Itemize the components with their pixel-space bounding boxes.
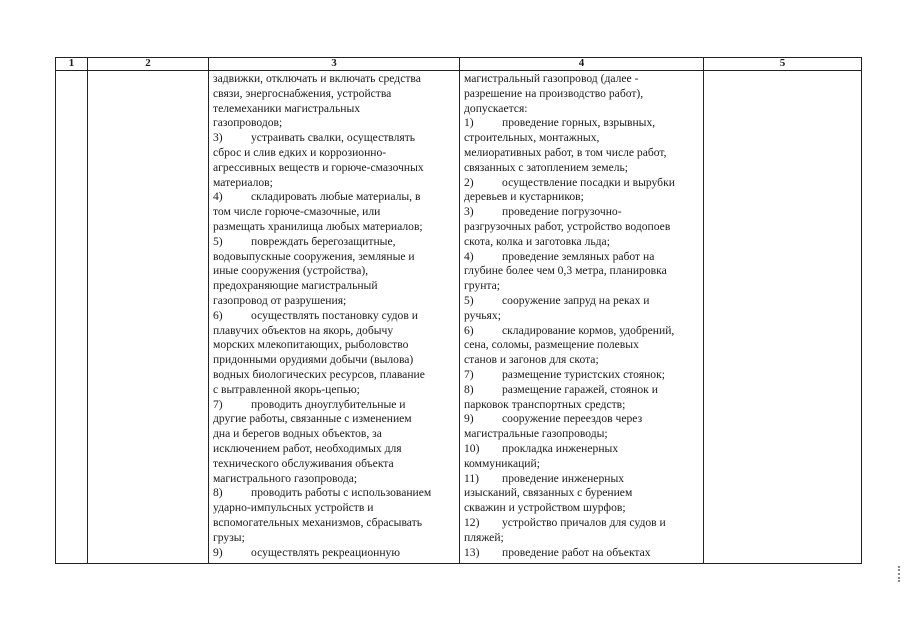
text-line: материалов; bbox=[213, 175, 273, 189]
text-line: магистральный газопровод (далее - bbox=[464, 72, 639, 85]
item-number: 12) bbox=[464, 515, 480, 529]
text-line: парковок транспортных средств; bbox=[464, 397, 626, 411]
item-number: 13) bbox=[464, 545, 480, 559]
item-number: 5) bbox=[464, 293, 474, 307]
item-text: проведение горных, взрывных, bbox=[502, 116, 656, 130]
cell-col-2 bbox=[88, 71, 209, 564]
text-line: предохраняющие магистральный bbox=[213, 279, 378, 293]
text-line: водных биологических ресурсов, плавание bbox=[213, 367, 425, 381]
text-line: иные сооружения (устройства), bbox=[213, 264, 369, 278]
text-line: придонными орудиями добычи (вылова) bbox=[213, 353, 414, 367]
text-line: связи, энергоснабжения, устройства bbox=[213, 86, 392, 100]
text-line: сброс и слив едких и коррозионно- bbox=[213, 145, 387, 159]
item-number: 11) bbox=[464, 471, 480, 485]
item-text: проведение инженерных bbox=[502, 471, 625, 485]
regulation-table bbox=[55, 57, 862, 564]
header-row bbox=[56, 58, 862, 71]
text-line: мелиоративных работ, в том числе работ, bbox=[464, 145, 667, 159]
text-line bbox=[464, 442, 700, 457]
scan-edge-mark bbox=[898, 566, 903, 582]
text-line: задвижки, отключать и включать средства bbox=[213, 72, 421, 85]
cell-col-1 bbox=[56, 71, 88, 564]
item-text: проводить работы с использованием bbox=[251, 486, 432, 500]
item-number: 2) bbox=[464, 175, 474, 189]
column-header-4: 4 bbox=[460, 58, 704, 71]
text-line: плавучих объектов на якорь, добычу bbox=[213, 323, 394, 337]
text-line: газопроводов; bbox=[213, 116, 283, 130]
item-text: осуществлять постановку судов и bbox=[251, 308, 418, 322]
text-line: связанных с затоплением земель; bbox=[464, 160, 629, 174]
text-line: скота, колка и заготовка льда; bbox=[464, 234, 610, 248]
text-line: коммуникаций; bbox=[464, 456, 540, 470]
cell-col-3-prohibitions bbox=[209, 71, 460, 564]
item-number: 1) bbox=[464, 116, 474, 130]
text-line: пляжей; bbox=[464, 530, 504, 544]
text-line: исключением работ, необходимых для bbox=[213, 441, 402, 455]
column-header-5: 5 bbox=[704, 58, 862, 71]
text-line: технического обслуживания объекта bbox=[213, 456, 394, 470]
item-text: осуществлять рекреационную bbox=[251, 545, 401, 559]
item-number: 9) bbox=[213, 545, 223, 559]
text-line bbox=[464, 368, 700, 383]
item-number: 7) bbox=[464, 367, 474, 381]
text-line: морских млекопитающих, рыболовство bbox=[213, 338, 409, 352]
text-line: магистральные газопроводы; bbox=[464, 427, 608, 441]
text-line: магистрального газопровода; bbox=[213, 471, 358, 485]
column-header-2: 2 bbox=[88, 58, 209, 71]
text-line bbox=[464, 205, 700, 220]
item-text: проведение работ на объектах bbox=[502, 545, 651, 559]
text-line: телемеханики магистральных bbox=[213, 101, 361, 115]
item-text: проводить дноуглубительные и bbox=[251, 397, 406, 411]
text-line: с вытравленной якорь-цепью; bbox=[213, 382, 360, 396]
text-line: глубине более чем 0,3 метра, планировка bbox=[464, 264, 667, 278]
text-line: грунта; bbox=[464, 279, 500, 293]
text-line: сена, соломы, размещение полевых bbox=[464, 338, 639, 352]
item-number: 4) bbox=[464, 249, 474, 263]
text-line bbox=[464, 516, 700, 531]
item-number: 3) bbox=[213, 131, 223, 145]
item-text: размещение туристских стоянок; bbox=[502, 367, 665, 381]
item-text: осуществление посадки и вырубки bbox=[502, 175, 675, 189]
text-line: размещать хранилища любых материалов; bbox=[213, 219, 423, 233]
text-line bbox=[213, 309, 456, 324]
text-line bbox=[213, 546, 456, 561]
item-text: сооружение запруд на реках и bbox=[502, 293, 650, 307]
item-text: сооружение переездов через bbox=[502, 412, 643, 426]
text-line: станов и загонов для скота; bbox=[464, 353, 599, 367]
item-number: 8) bbox=[464, 382, 474, 396]
text-line bbox=[213, 398, 456, 413]
text-line bbox=[464, 294, 700, 309]
cell-col-4-permitted-works bbox=[460, 71, 704, 564]
item-number: 3) bbox=[464, 205, 474, 219]
item-text: устройство причалов для судов и bbox=[502, 515, 666, 529]
text-line: изысканий, связанных с бурением bbox=[464, 486, 633, 500]
item-number: 10) bbox=[464, 441, 480, 455]
item-number: 5) bbox=[213, 234, 223, 248]
text-line bbox=[213, 235, 456, 250]
item-text: прокладка инженерных bbox=[502, 441, 619, 455]
column-header-1: 1 bbox=[56, 58, 88, 71]
text-line: ударно-импульсных устройств и bbox=[213, 501, 374, 515]
text-line bbox=[464, 176, 700, 191]
item-text: проведение погрузочно- bbox=[502, 205, 622, 219]
text-line: разгрузочных работ, устройство водопоев bbox=[464, 219, 671, 233]
prohibitions-text bbox=[209, 71, 459, 560]
text-line bbox=[464, 546, 700, 561]
text-line: строительных, монтажных, bbox=[464, 131, 600, 145]
permitted-works-text bbox=[460, 71, 703, 560]
item-number: 6) bbox=[213, 308, 223, 322]
text-line: деревьев и кустарников; bbox=[464, 190, 584, 204]
text-line: ручьях; bbox=[464, 308, 501, 322]
item-number: 8) bbox=[213, 486, 223, 500]
text-line: разрешение на производство работ), bbox=[464, 86, 644, 100]
text-line: скважин и устройством шурфов; bbox=[464, 501, 626, 515]
text-line bbox=[464, 250, 700, 265]
text-line bbox=[213, 486, 456, 501]
text-line bbox=[464, 116, 700, 131]
text-line: вспомогательных механизмов, сбрасывать bbox=[213, 515, 422, 529]
text-line: газопровод от разрушения; bbox=[213, 293, 347, 307]
item-text: складирование кормов, удобрений, bbox=[502, 323, 675, 337]
cell-col-5 bbox=[704, 71, 862, 564]
text-line bbox=[213, 131, 456, 146]
item-number: 6) bbox=[464, 323, 474, 337]
body-row bbox=[56, 71, 862, 564]
item-number: 7) bbox=[213, 397, 223, 411]
item-number: 9) bbox=[464, 412, 474, 426]
text-line bbox=[464, 324, 700, 339]
item-number: 4) bbox=[213, 190, 223, 204]
text-line bbox=[464, 383, 700, 398]
text-line bbox=[464, 412, 700, 427]
item-text: повреждать берегозащитные, bbox=[251, 234, 396, 248]
text-line bbox=[464, 472, 700, 487]
text-line: грузы; bbox=[213, 530, 245, 544]
text-line: другие работы, связанные с изменением bbox=[213, 412, 412, 426]
text-line: агрессивных веществ и горюче-смазочных bbox=[213, 160, 424, 174]
item-text: проведение земляных работ на bbox=[502, 249, 655, 263]
item-text: устраивать свалки, осуществлять bbox=[251, 131, 416, 145]
item-text: складировать любые материалы, в bbox=[251, 190, 421, 204]
item-text: размещение гаражей, стоянок и bbox=[502, 382, 658, 396]
text-line bbox=[213, 190, 456, 205]
text-line: водовыпускные сооружения, земляные и bbox=[213, 249, 415, 263]
column-header-3: 3 bbox=[209, 58, 460, 71]
text-line: том числе горюче-смазочные, или bbox=[213, 205, 381, 219]
text-line: дна и берегов водных объектов, за bbox=[213, 427, 382, 441]
text-line: допускается: bbox=[464, 101, 528, 115]
